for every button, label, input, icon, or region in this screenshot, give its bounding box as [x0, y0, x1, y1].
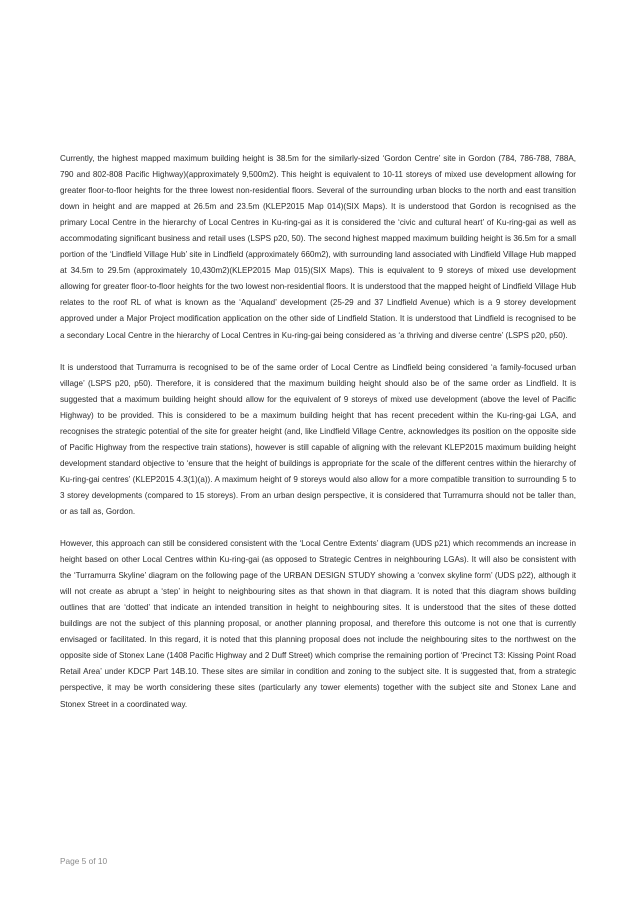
paragraph-1: Currently, the highest mapped maximum building height is 38.5m for the similarly-sized ‘Gordon Centre’ site in Gordon (784, 786-788, 788A, 790 and 802-808 Pacific Highway)(approximately 9,500m2). This height is equivalent to 10-11 storeys of mixed use development allowing for greater floor-to-floor heights for the three lowest non-residential floors. Several of the surrounding urban blocks to the north and east transition down in height and are mapped at 26.5m and 23.5m (KLEP2015 Map 014)(SIX Maps). It is understood that Gordon is recognised as the primary Local Centre in the hierarchy of Local Centres in Ku-ring-gai as it is considered the ‘civic and cultural heart’ of Ku-ring-gai as well as accommodating significant business and retail uses (LSPS p20, 50). The second highest mapped maximum building height is 36.5m for a small portion of the ‘Lindfield Village Hub’ site in Lindfield (approximately 660m2), with surrounding land associated with Lindfield Village Hub mapped at 34.5m to 29.5m (approximately 10,430m2)(KLEP2015 Map 015)(SIX Maps). This is equivalent to 9 storeys of mixed use development allowing for greater floor-to-floor heights for the two lowest non-residential floors. It is understood that the mapped height of Lindfield Village Hub relates to the roof RL of what is known as the ‘Aqualand’ development (25-29 and 37 Lindfield Avenue) which is a 9 storey development approved under a Major Project modification application on the other side of Lindfield Station. It is understood that Lindfield is recognised to be a secondary Local Centre in the hierarchy of Local Centres in Ku-ring-gai being considered as ‘a thriving and diverse centre’ (LSPS p20, p50). — [60, 154, 576, 340]
paragraph-2: It is understood that Turramurra is recognised to be of the same order of Local Centre as Lindfield being considered ‘a family-focused urban village’ (LSPS p20, p50). Therefore, it is considered that the maximum building height should also be of the same order as Lindfield. It is suggested that a maximum building height should allow for the equivalent of 9 storeys of mixed use development (above the level of Pacific Highway) to be provided. This is considered to be a maximum building height that has recent precedent within the Ku-ring-gai LGA, and recognises the strategic potential of the site for greater height (and, like Lindfield Village Centre, acknowledges its position on the opposite side of Pacific Highway from the respective train stations), however is still capable of aligning with the relevant KLEP2015 maximum building height development standard objective to ‘ensure that the height of buildings is appropriate for the scale of the different centres within the hierarchy of Ku-ring-gai centres’ (KLEP2015 4.3(1)(a)). A maximum height of 9 storeys would also allow for a more compatible transition to surrounding 5 to 3 storey developments (compared to 15 storeys). From an urban design perspective, it is considered that Turramurra should not be taller than, or as tall as, Gordon. — [60, 362, 576, 516]
body-text — [60, 151, 576, 729]
paragraph-3: However, this approach can still be considered consistent with the ‘Local Centre Extents’ diagram (UDS p21) which recommends an increase in height based on other Local Centres within Ku-ring-gai (as opposed to Strategic Centres in neighbouring LGAs). It will also be consistent with the ‘Turramurra Skyline’ diagram on the following page of the URBAN DESIGN STUDY showing a ‘convex skyline form’ (UDS p22), although it will not create as abrupt a ‘step’ in height to neighbouring sites as that shown in that diagram. It is noted that this diagram shows building outlines that are ‘dotted’ that indicate an intended transition in height to neighbouring sites. It is understood that the sites of these dotted buildings are not the subject of this planning proposal, or another planning proposal, and therefore this outcome is not one that is currently envisaged or facilitated. In this regard, it is noted that this planning proposal does not include the neighbouring sites to the northwest on the opposite side of Stonex Lane (1408 Pacific Highway and 2 Duff Street) which comprise the remaining portion of ‘Precinct T3: Kissing Point Road Retail Area’ under KDCP Part 14B.10. These sites are similar in condition and zoning to the subject site. It is suggested that, from a strategic perspective, it may be worth considering these sites (particularly any tower elements) together with the subject site and Stonex Lane and Stonex Street in a coordinated way. — [60, 539, 576, 709]
page-number: Page 5 of 10 — [60, 856, 108, 866]
